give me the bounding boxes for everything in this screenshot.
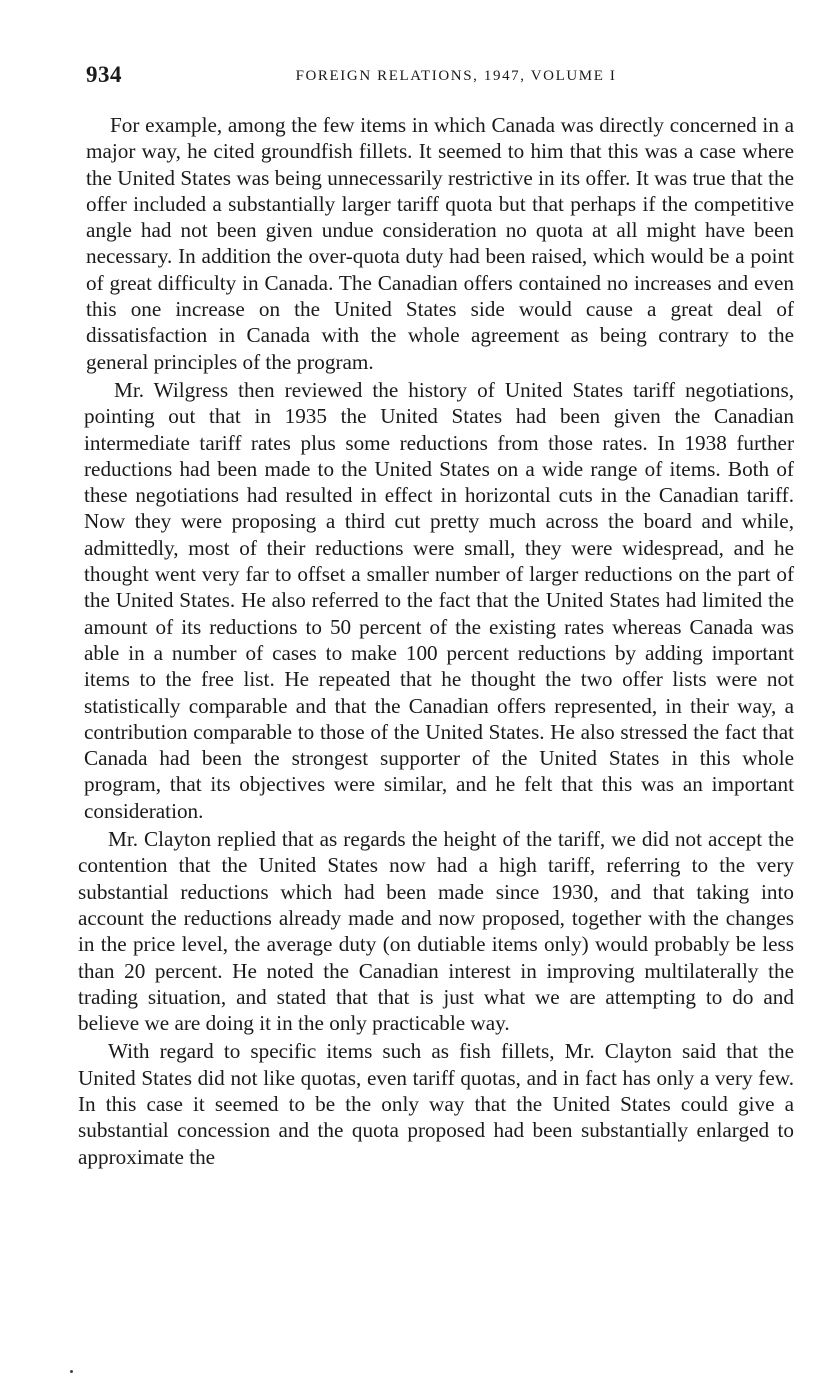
stray-ink-mark [70, 1370, 73, 1373]
paragraph-wilgress: Mr. Wilgress then reviewed the history of United States tariff negotiations, pointing out that in 1935 the United States had been given the Canadian intermediate tariff rates plus some reductions from those rates. In 1938 further reductions had been made to the United States on a wide range of items. Both of these negotiations had resulted in effect in horizontal cuts in the Canadian tariff. Now they were proposing a third cut pretty much across the board and while, admittedly, most of their reductions were small, they were widespread, and he thought went very far to offset a smaller number of larger reductions on the part of the United States. He also referred to the fact that the United States had limited the amount of its reductions to 50 percent of the existing rates whereas Canada was able in a number of cases to make 100 percent reductions by adding important items to the free list. He repeated that he thought the two offer lists were not statistically comparable and that the Canadian offers represented, in their way, a contribution comparable to those of the United States. He also stressed the fact that Canada had been the strongest supporter of the United States in this whole program, that its objectives were similar, and he felt that this was an important consideration. [84, 377, 794, 823]
paragraph-clayton-reply: Mr. Clayton replied that as regards the height of the tariff, we did not accept the contention that the United States now had a high tariff, referring to the very substantial reductions which had been made since 1930, and that taking into account the reductions already made and now proposed, together with the changes in the price level, the average duty (on dutiable items only) would probably be less than 20 percent. He noted the Canadian interest in improving multilaterally the trading situation, and stated that that is just what we are attempting to do and believe we are doing it in the only practicable way. [78, 827, 794, 1036]
page-header [86, 62, 786, 92]
body-text [78, 112, 794, 1172]
running-head: FOREIGN RELATIONS, 1947, VOLUME I [295, 68, 617, 84]
page-number: 934 [86, 62, 122, 87]
paragraph-groundfish: For example, among the few items in which Canada was directly concerned in a major way, he cited groundfish fillets. It seemed to him that this was a case where the United States was being unnecessarily restrictive in its offer. It was true that the offer included a substantially larger tariff quota but that perhaps if the competitive angle had not been given undue consideration no quota at all might have been necessary. In addition the over-quota duty had been raised, which would be a point of great difficulty in Canada. The Canadian offers contained no increases and even this one increase on the United States side would cause a great deal of dissatisfaction in Canada with the whole agreement as being contrary to the general principles of the program. [86, 113, 794, 374]
paragraph-fish-fillets: With regard to specific items such as fish fillets, Mr. Clayton said that the United States did not like quotas, even tariff quotas, and in fact has only a very few. In this case it seemed to be the only way that the United States could give a substantial concession and the quota proposed had been substantially enlarged to approximate the [78, 1039, 794, 1169]
